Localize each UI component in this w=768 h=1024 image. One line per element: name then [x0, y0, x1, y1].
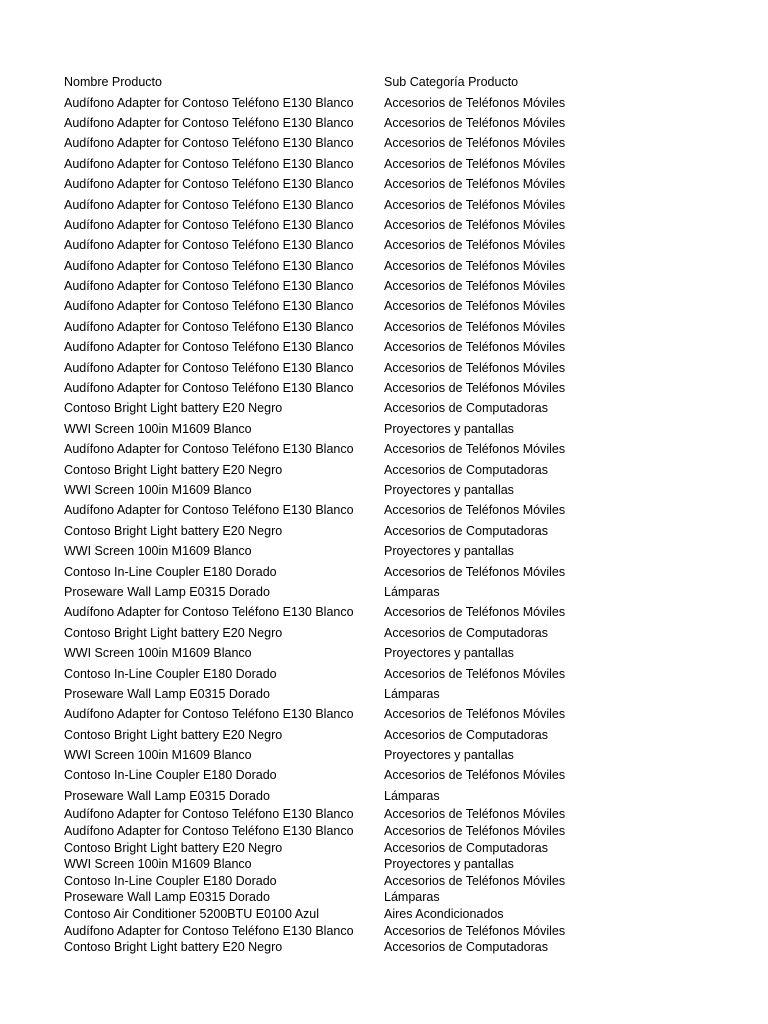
subcategory-cell: Accesorios de Teléfonos Móviles [384, 873, 566, 888]
product-name-cell: Audífono Adapter for Contoso Teléfono E130 Blanco [64, 258, 354, 273]
subcategory-cell: Accesorios de Computadoras [384, 727, 548, 742]
subcategory-cell: Accesorios de Teléfonos Móviles [384, 360, 566, 375]
subcategory-cell: Accesorios de Teléfonos Móviles [384, 258, 566, 273]
table-row [64, 663, 724, 683]
subcategory-cell: Accesorios de Teléfonos Móviles [384, 442, 566, 457]
table-row [64, 235, 724, 255]
subcategory-cell: Accesorios de Teléfonos Móviles [384, 197, 566, 212]
table-row [64, 906, 724, 923]
product-name-cell: Contoso Bright Light battery E20 Negro [64, 840, 283, 855]
product-name-cell: Audífono Adapter for Contoso Teléfono E130 Blanco [64, 197, 354, 212]
table-row [64, 296, 724, 316]
subcategory-cell: Accesorios de Teléfonos Móviles [384, 807, 566, 822]
subcategory-cell: Accesorios de Teléfonos Móviles [384, 177, 566, 192]
table-row [64, 378, 724, 398]
table-row [64, 839, 724, 856]
subcategory-cell: Accesorios de Teléfonos Móviles [384, 768, 566, 783]
table-row [64, 419, 724, 439]
subcategory-cell: Accesorios de Teléfonos Móviles [384, 319, 566, 334]
table-row [64, 582, 724, 602]
product-name-cell: Contoso In-Line Coupler E180 Dorado [64, 768, 277, 783]
product-name-cell: Contoso In-Line Coupler E180 Dorado [64, 666, 277, 681]
product-name-cell: Contoso Bright Light battery E20 Negro [64, 462, 283, 477]
subcategory-cell: Accesorios de Teléfonos Móviles [384, 299, 566, 314]
product-name-cell: WWI Screen 100in M1609 Blanco [64, 421, 252, 436]
product-name-cell: Audífono Adapter for Contoso Teléfono E130 Blanco [64, 238, 354, 253]
product-name-cell: Contoso Bright Light battery E20 Negro [64, 940, 283, 955]
product-name-cell: Audífono Adapter for Contoso Teléfono E130 Blanco [64, 503, 354, 518]
subcategory-cell: Proyectores y pantallas [384, 646, 514, 661]
product-name-cell: Audífono Adapter for Contoso Teléfono E130 Blanco [64, 340, 354, 355]
subcategory-cell: Proyectores y pantallas [384, 857, 514, 872]
table-row [64, 194, 724, 214]
table-row [64, 398, 724, 418]
subcategory-cell: Proyectores y pantallas [384, 544, 514, 559]
product-name-cell: WWI Screen 100in M1609 Blanco [64, 646, 252, 661]
product-name-cell: Audífono Adapter for Contoso Teléfono E130 Blanco [64, 923, 354, 938]
table-row [64, 786, 724, 806]
table-row [64, 643, 724, 663]
subcategory-cell: Lámparas [384, 686, 440, 701]
subcategory-cell: Accesorios de Teléfonos Móviles [384, 279, 566, 294]
table-row [64, 725, 724, 745]
table-row [64, 704, 724, 724]
subcategory-cell: Accesorios de Teléfonos Móviles [384, 217, 566, 232]
product-name-cell: Audífono Adapter for Contoso Teléfono E130 Blanco [64, 707, 354, 722]
table-row [64, 500, 724, 520]
column-header-product-name: Nombre Producto [64, 75, 162, 90]
subcategory-cell: Accesorios de Teléfonos Móviles [384, 95, 566, 110]
subcategory-cell: Accesorios de Teléfonos Móviles [384, 923, 566, 938]
product-name-cell: Audífono Adapter for Contoso Teléfono E130 Blanco [64, 136, 354, 151]
table-row [64, 889, 724, 906]
product-name-cell: Contoso In-Line Coupler E180 Dorado [64, 873, 277, 888]
product-name-cell: Audífono Adapter for Contoso Teléfono E130 Blanco [64, 807, 354, 822]
product-name-cell: Contoso Bright Light battery E20 Negro [64, 401, 283, 416]
product-name-cell: Audífono Adapter for Contoso Teléfono E130 Blanco [64, 115, 354, 130]
table-row [64, 133, 724, 153]
subcategory-cell: Accesorios de Teléfonos Móviles [384, 381, 566, 396]
product-name-cell: WWI Screen 100in M1609 Blanco [64, 857, 252, 872]
subcategory-cell: Proyectores y pantallas [384, 483, 514, 497]
subcategory-cell: Accesorios de Computadoras [384, 940, 548, 955]
product-name-cell: WWI Screen 100in M1609 Blanco [64, 544, 252, 559]
product-table [64, 72, 724, 955]
table-row [64, 337, 724, 357]
product-name-cell: WWI Screen 100in M1609 Blanco [64, 748, 252, 763]
product-name-cell: Contoso Air Conditioner 5200BTU E0100 Azul [64, 906, 320, 921]
table-body [64, 92, 724, 955]
product-name-cell: Audífono Adapter for Contoso Teléfono E130 Blanco [64, 319, 354, 334]
table-row [64, 317, 724, 337]
table-row [64, 215, 724, 235]
product-name-cell: Contoso In-Line Coupler E180 Dorado [64, 564, 277, 579]
product-name-cell: Audífono Adapter for Contoso Teléfono E130 Blanco [64, 217, 354, 232]
table-row [64, 92, 724, 112]
product-name-cell: WWI Screen 100in M1609 Blanco [64, 483, 252, 497]
subcategory-cell: Accesorios de Teléfonos Móviles [384, 238, 566, 253]
product-name-cell: Audífono Adapter for Contoso Teléfono E130 Blanco [64, 156, 354, 171]
table-row [64, 872, 724, 889]
product-name-cell: Contoso Bright Light battery E20 Negro [64, 523, 283, 538]
table-row [64, 745, 724, 765]
product-name-cell: Proseware Wall Lamp E0315 Dorado [64, 686, 270, 701]
table-row [64, 439, 724, 459]
table-row [64, 623, 724, 643]
subcategory-cell: Accesorios de Computadoras [384, 840, 548, 855]
subcategory-cell: Accesorios de Computadoras [384, 523, 548, 538]
product-name-cell: Proseware Wall Lamp E0315 Dorado [64, 890, 270, 905]
subcategory-cell: Accesorios de Teléfonos Móviles [384, 115, 566, 130]
table-row [64, 521, 724, 541]
subcategory-cell: Accesorios de Computadoras [384, 401, 548, 416]
subcategory-cell: Lámparas [384, 890, 440, 905]
product-name-cell: Proseware Wall Lamp E0315 Dorado [64, 788, 270, 803]
subcategory-cell: Accesorios de Teléfonos Móviles [384, 823, 566, 838]
table-row [64, 602, 724, 622]
product-name-cell: Audífono Adapter for Contoso Teléfono E130 Blanco [64, 360, 354, 375]
table-row [64, 922, 724, 939]
table-row [64, 357, 724, 377]
product-name-cell: Audífono Adapter for Contoso Teléfono E130 Blanco [64, 299, 354, 314]
subcategory-cell: Accesorios de Teléfonos Móviles [384, 503, 566, 518]
table-row [64, 561, 724, 581]
table-row [64, 765, 724, 785]
subcategory-cell: Accesorios de Teléfonos Móviles [384, 136, 566, 151]
table-row [64, 154, 724, 174]
subcategory-cell: Proyectores y pantallas [384, 748, 514, 763]
product-name-cell: Audífono Adapter for Contoso Teléfono E130 Blanco [64, 95, 354, 110]
product-name-cell: Audífono Adapter for Contoso Teléfono E130 Blanco [64, 442, 354, 457]
table-row [64, 684, 724, 704]
table-row [64, 541, 724, 561]
product-name-cell: Contoso Bright Light battery E20 Negro [64, 727, 283, 742]
subcategory-cell: Accesorios de Teléfonos Móviles [384, 156, 566, 171]
subcategory-cell: Accesorios de Computadoras [384, 625, 548, 640]
header-row [64, 72, 724, 92]
subcategory-cell: Accesorios de Teléfonos Móviles [384, 605, 566, 620]
product-name-cell: Audífono Adapter for Contoso Teléfono E130 Blanco [64, 605, 354, 620]
subcategory-cell: Accesorios de Teléfonos Móviles [384, 666, 566, 681]
product-name-cell: Audífono Adapter for Contoso Teléfono E130 Blanco [64, 177, 354, 192]
table-row [64, 459, 724, 479]
subcategory-cell: Aires Acondicionados [384, 906, 504, 921]
table-row [64, 276, 724, 296]
table-row [64, 256, 724, 276]
subcategory-cell: Accesorios de Teléfonos Móviles [384, 564, 566, 579]
subcategory-cell: Accesorios de Teléfonos Móviles [384, 340, 566, 355]
table-row [64, 939, 724, 956]
table-row [64, 113, 724, 133]
subcategory-cell: Lámparas [384, 788, 440, 803]
product-name-cell: Audífono Adapter for Contoso Teléfono E130 Blanco [64, 381, 354, 396]
column-header-subcategory: Sub Categoría Producto [384, 75, 519, 90]
table-row [64, 823, 724, 840]
subcategory-cell: Lámparas [384, 584, 440, 599]
table-row [64, 174, 724, 194]
table-row [64, 856, 724, 873]
table-row [64, 806, 724, 823]
table-row [64, 480, 724, 500]
subcategory-cell: Proyectores y pantallas [384, 421, 514, 436]
product-name-cell: Audífono Adapter for Contoso Teléfono E130 Blanco [64, 279, 354, 294]
product-name-cell: Proseware Wall Lamp E0315 Dorado [64, 584, 270, 599]
subcategory-cell: Accesorios de Computadoras [384, 462, 548, 477]
product-name-cell: Audífono Adapter for Contoso Teléfono E130 Blanco [64, 823, 354, 838]
subcategory-cell: Accesorios de Teléfonos Móviles [384, 707, 566, 722]
product-name-cell: Contoso Bright Light battery E20 Negro [64, 625, 283, 640]
